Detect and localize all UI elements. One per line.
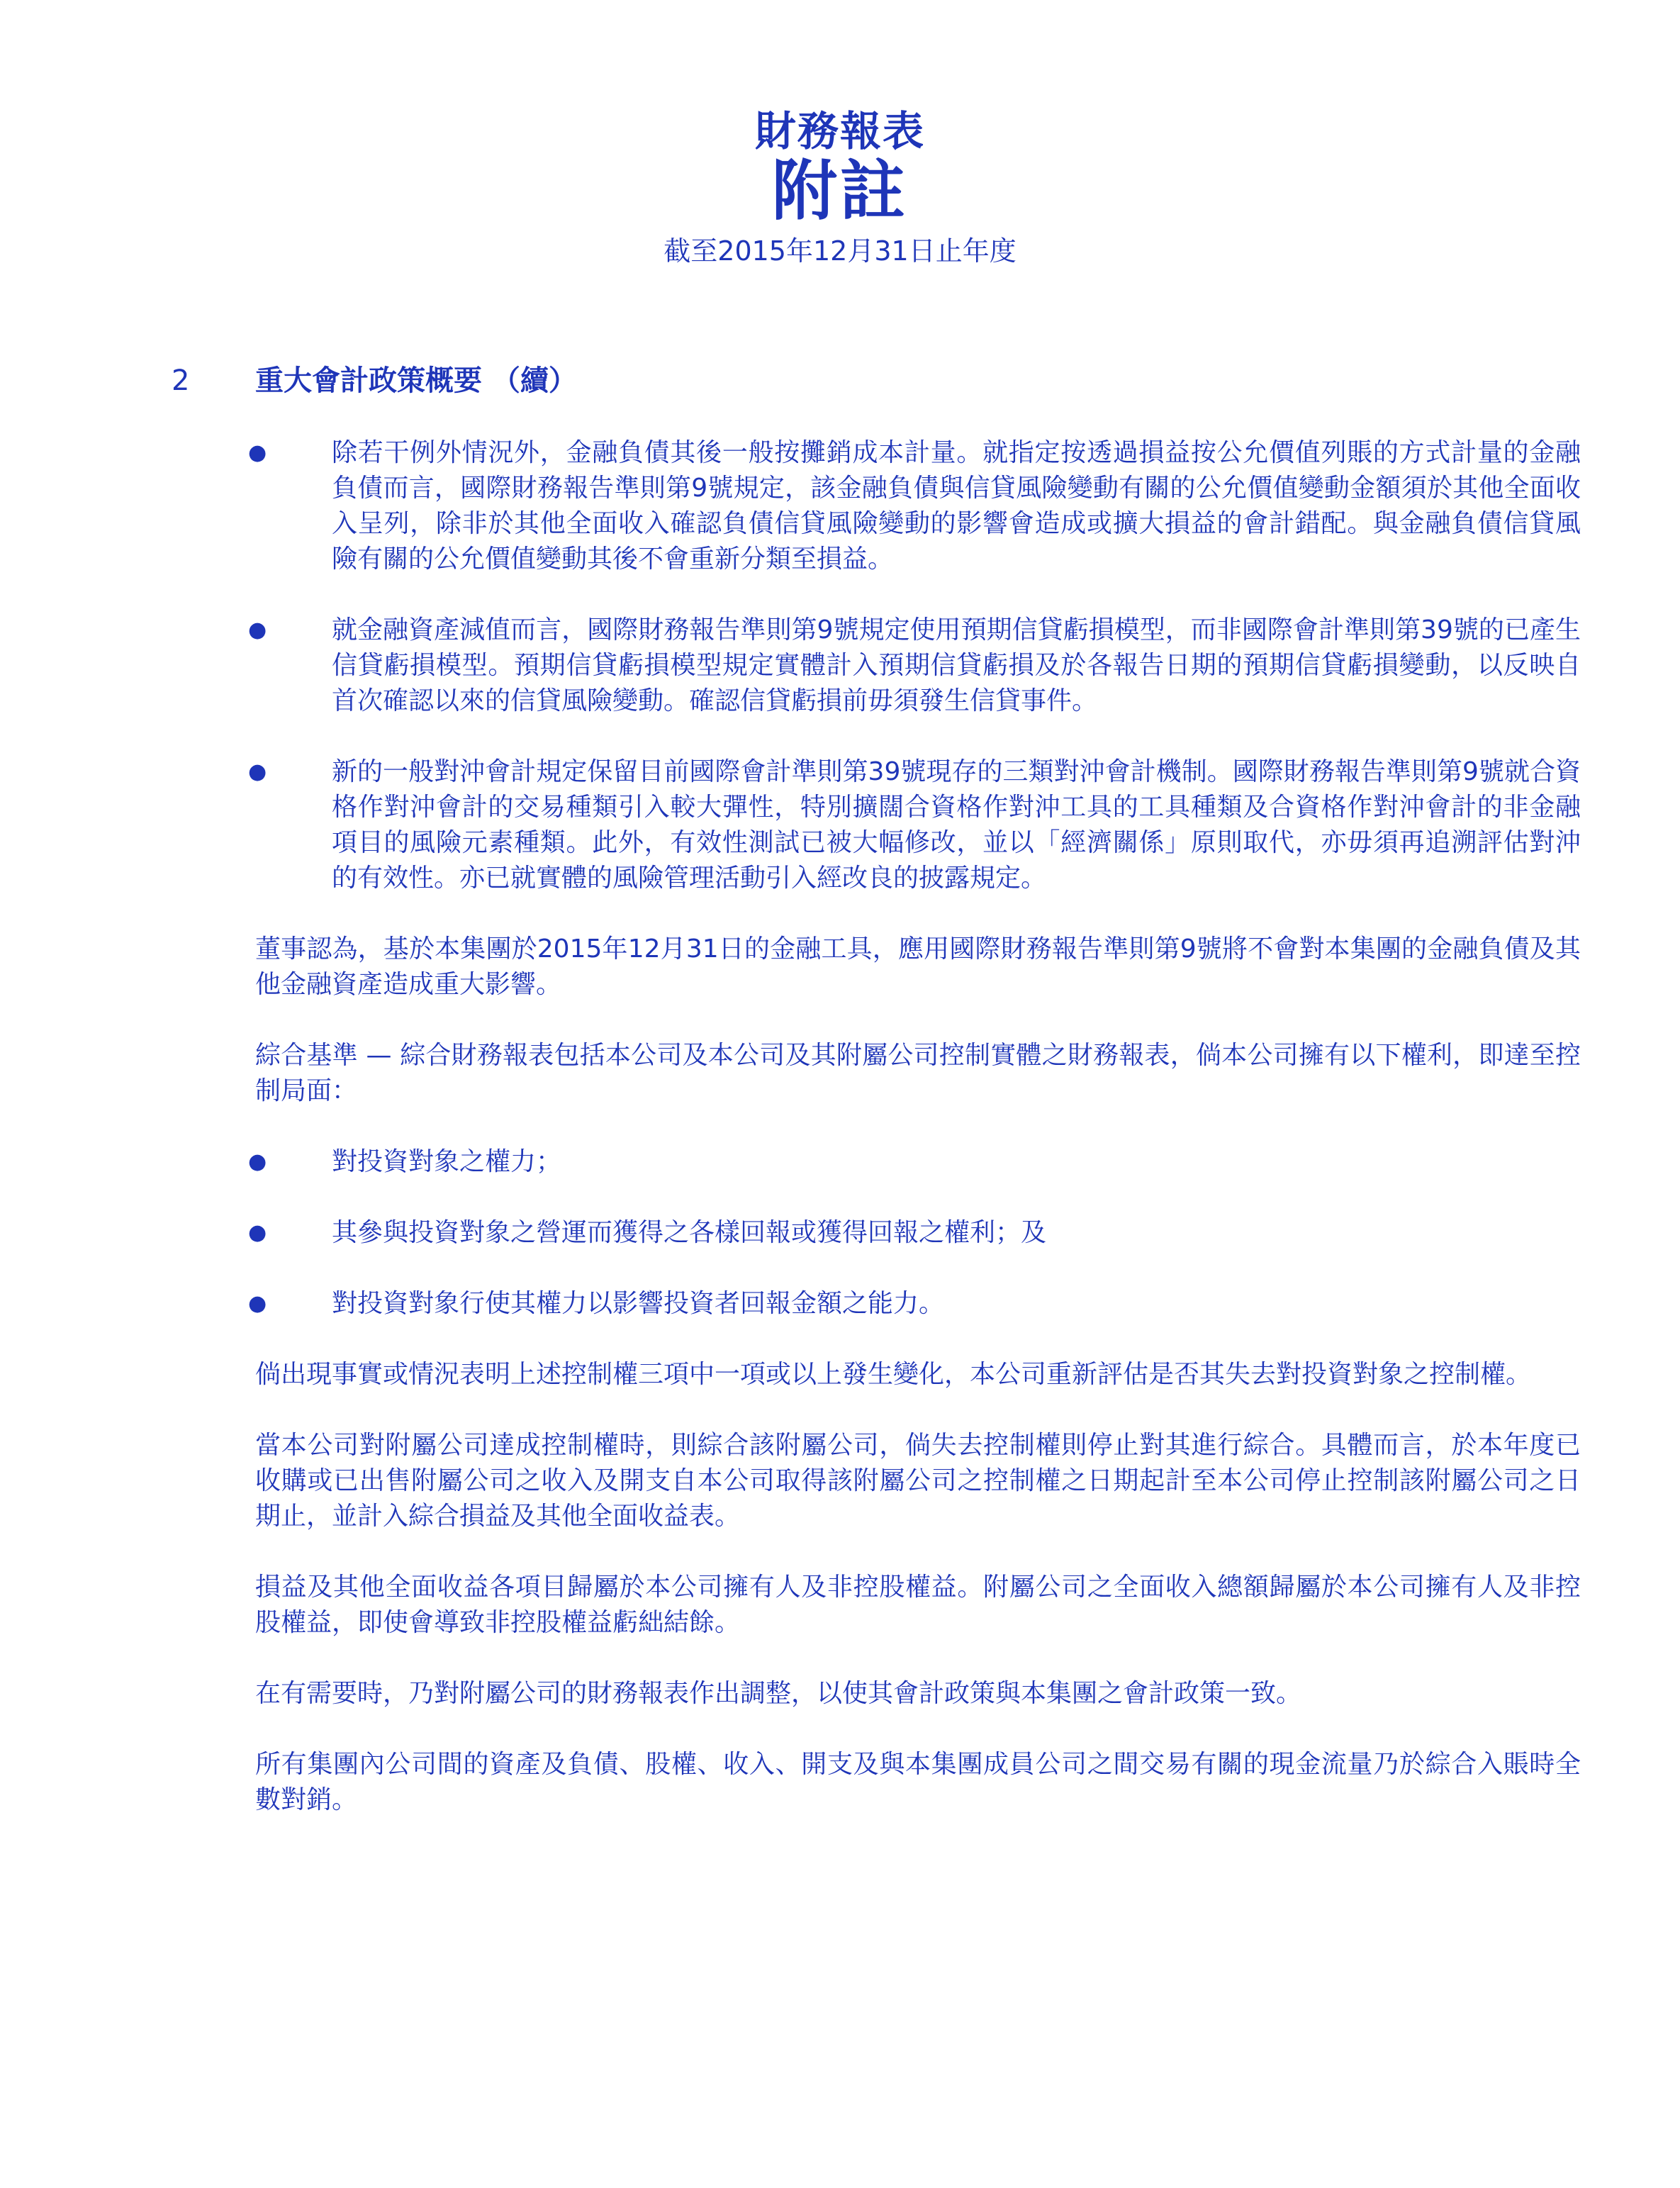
bullet-item: [248, 1144, 1581, 1180]
section-number: 2: [172, 364, 190, 397]
bullet-icon: ●: [248, 1220, 267, 1245]
bullet-item: [248, 613, 1581, 719]
paragraph-consolidation-basis: 綜合基準 — 綜合財務報表包括本公司及本公司及其附屬公司控制實體之財務報表，倘本公司擁有以下權利，即達至控制局面：: [255, 1041, 1581, 1105]
bullet-icon: ●: [248, 618, 267, 642]
bullet-icon: ●: [248, 440, 267, 465]
bullet-text: 就金融資產減值而言，國際財務報告準則第9號規定使用預期信貸虧損模型，而非國際會計準則第39號的已產生信貸虧損模型。預期信貸虧損模型規定實體計入預期信貸虧損及於各報告日期的預期信貸虧損變動，以反映自首次確認以來的信貸風險變動。確認信貸虧損前毋須發生信貸事件。: [332, 615, 1581, 715]
paragraph-directors: 董事認為，基於本集團於2015年12月31日的金融工具，應用國際財務報告準則第9號將不會對本集團的金融負債及其他金融資產造成重大影響。: [255, 934, 1581, 999]
paragraph-profit-attribution: 損益及其他全面收益各項目歸屬於本公司擁有人及非控股權益。附屬公司之全面收入總額歸屬於本公司擁有人及非控股權益，即使會導致非控股權益虧絀結餘。: [255, 1573, 1581, 1637]
paragraph-reassessment: 倘出現事實或情況表明上述控制權三項中一項或以上發生變化，本公司重新評估是否其失去對投資對象之控制權。: [255, 1360, 1532, 1389]
bullet-icon: ●: [248, 1291, 267, 1316]
paragraph-subsidiary-control: 當本公司對附屬公司達成控制權時，則綜合該附屬公司，倘失去控制權則停止對其進行綜合。具體而言，於本年度已收購或已出售附屬公司之收入及開支自本公司取得該附屬公司之控制權之日期起計至本公司停止控制該附屬公司之日期止，並計入綜合損益及其他全面收益表。: [255, 1431, 1581, 1531]
bullet-item: [248, 435, 1581, 577]
reporting-period: 截至2015年12月31日止年度: [663, 235, 1017, 267]
section-title: 重大會計政策概要 （續）: [255, 364, 577, 397]
paragraph-intragroup-elimination: 所有集團內公司間的資產及負債、股權、收入、開支及與本集團成員公司之間交易有關的現金流量乃於綜合入賬時全數對銷。: [255, 1750, 1581, 1814]
bullet-text: 對投資對象之權力；: [332, 1147, 562, 1176]
paragraph-adjustments: 在有需要時，乃對附屬公司的財務報表作出調整，以使其會計政策與本集團之會計政策一致。: [255, 1679, 1302, 1708]
notes-body: [248, 435, 1581, 1818]
document-subtitle: 附註: [771, 153, 908, 229]
bullet-text: 新的一般對沖會計規定保留目前國際會計準則第39號現存的三類對沖會計機制。國際財務報告準則第9號就合資格作對沖會計的交易種類引入較大彈性，特別擴闊合資格作對沖工具的工具種類及合資格作對沖會計的非金融項目的風險元素種類。此外，有效性測試已被大幅修改，並以「經濟關係」原則取代，亦毋須再追溯評估對沖的有效性。亦已就實體的風險管理活動引入經改良的披露規定。: [332, 757, 1581, 893]
bullet-icon: ●: [248, 759, 267, 784]
document-title: 財務報表: [754, 107, 925, 155]
bullet-icon: ●: [248, 1149, 267, 1174]
bullet-item: [248, 754, 1581, 896]
bullet-item: [248, 1215, 1581, 1251]
bullet-item: [248, 1286, 1581, 1322]
bullet-text: 對投資對象行使其權力以影響投資者回報金額之能力。: [332, 1289, 945, 1318]
bullet-text: 除若干例外情況外，金融負債其後一般按攤銷成本計量。就指定按透過損益按公允價值列賬的方式計量的金融負債而言，國際財務報告準則第9號規定，該金融負債與信貸風險變動有關的公允價值變動金額須於其他全面收入呈列，除非於其他全面收入確認負債信貸風險變動的影響會造成或擴大損益的會計錯配。與金融負債信貸風險有關的公允價值變動其後不會重新分類至損益。: [332, 438, 1581, 574]
bullet-text: 其參與投資對象之營運而獲得之各樣回報或獲得回報之權利；及: [332, 1218, 1047, 1247]
